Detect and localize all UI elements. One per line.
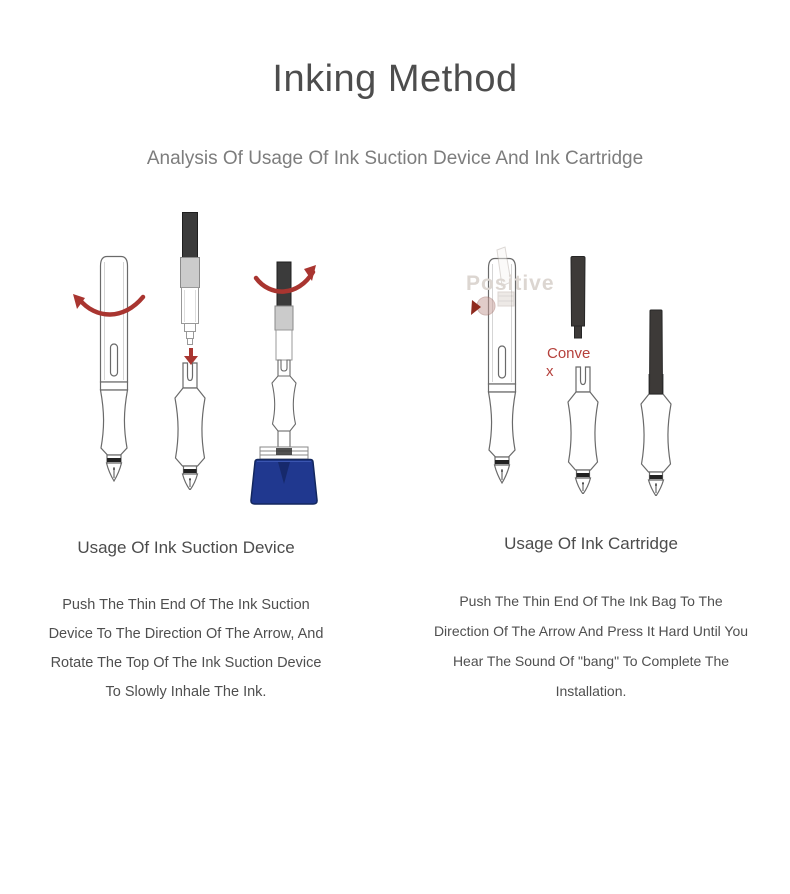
instructions-ink-suction-device — [20, 591, 352, 707]
caption-ink-suction-device: Usage Of Ink Suction Device — [77, 538, 295, 557]
watermark-text: Positive — [466, 272, 555, 295]
instruction-line: Installation. — [555, 683, 627, 699]
instruction-line: Rotate The Top Of The Ink Suction Device — [50, 655, 322, 671]
grip-nib-illustration — [168, 362, 212, 490]
page-title: Inking Method — [272, 58, 518, 100]
instruction-line: Push The Thin End Of The Ink Suction — [62, 597, 310, 613]
page-subtitle: Analysis Of Usage Of Ink Suction Device And Ink Cartridge — [146, 148, 644, 169]
converter-illustration — [172, 212, 208, 346]
pen-illustration — [92, 254, 136, 486]
instruction-line: To Slowly Inhale The Ink. — [105, 684, 267, 700]
wrong-direction-mark: x — [546, 363, 554, 380]
rotate-arrow-icon — [72, 292, 148, 324]
grip-nib-illustration-right — [561, 366, 605, 494]
ink-cartridge-illustration — [568, 256, 588, 344]
instruction-line: Direction Of The Arrow And Press It Hard Until You — [433, 623, 749, 639]
instructions-ink-cartridge — [412, 586, 770, 706]
instruction-line: Device To The Direction Of The Arrow, And — [48, 626, 324, 642]
instruction-line: Push The Thin End Of The Ink Bag To The — [459, 593, 723, 609]
instruction-line: Hear The Sound Of "bang" To Complete The — [452, 653, 730, 669]
ink-bottle-illustration — [232, 252, 342, 512]
grip-with-cartridge-illustration — [634, 304, 678, 496]
cartridge-label: Conve — [547, 345, 591, 362]
caption-ink-cartridge: Usage Of Ink Cartridge — [504, 534, 678, 553]
